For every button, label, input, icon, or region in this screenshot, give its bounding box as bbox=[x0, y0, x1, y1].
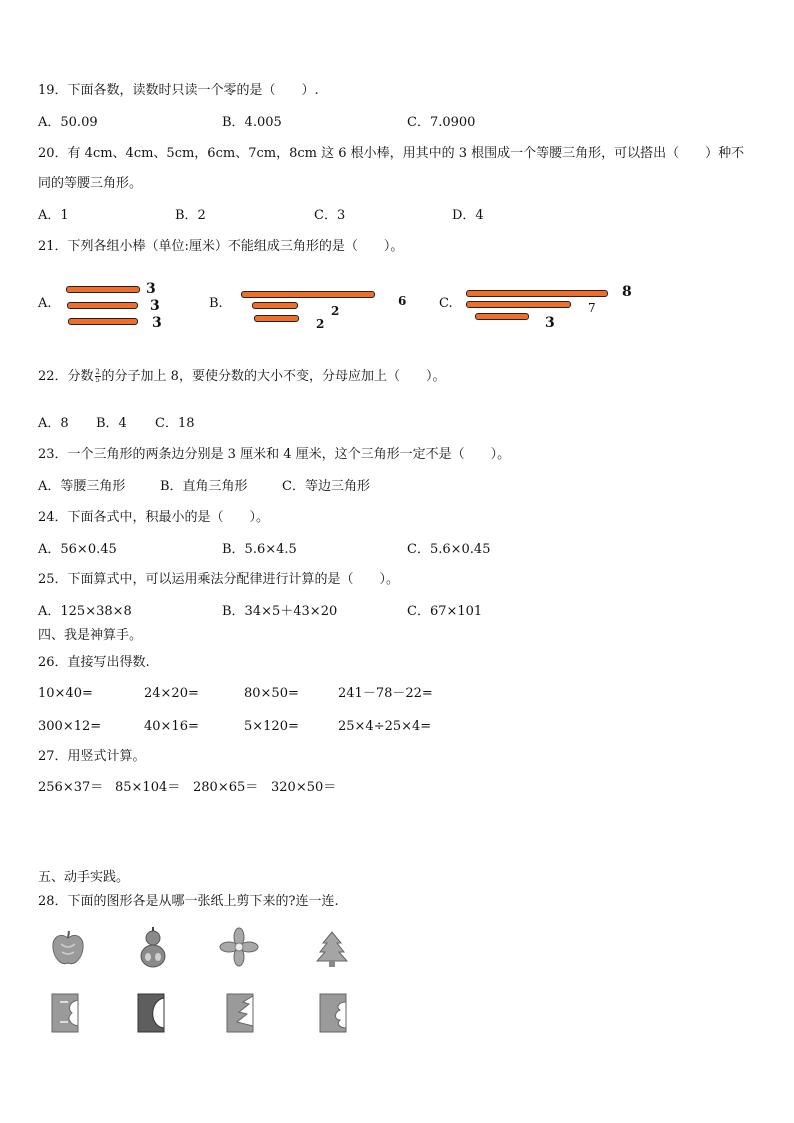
q21-b-label-1: 6 bbox=[398, 294, 407, 308]
q21-a-stick-3 bbox=[68, 318, 138, 325]
q23-option-b[interactable]: B．直角三角形 bbox=[160, 479, 248, 494]
q21-b-stick-1 bbox=[241, 291, 375, 298]
q22-stem-after: 的分子加上 8，要使分数的大小不变，分母应加上（ ）。 bbox=[101, 369, 446, 384]
q22-fraction-numerator: 2 bbox=[95, 368, 100, 376]
q22-fraction bbox=[95, 369, 101, 384]
q21-b-label-2: 2 bbox=[331, 304, 340, 318]
q24-stem: 24．下面各式中，积最小的是（ ）。 bbox=[38, 510, 270, 525]
q21-group-b-letter[interactable]: B. bbox=[209, 296, 223, 311]
q22-option-b[interactable]: B．4 bbox=[96, 416, 127, 431]
q28-stem: 28．下面的图形各是从哪一张纸上剪下来的?连一连. bbox=[38, 894, 339, 909]
q20-stem-line1: 20．有 4cm、4cm、5cm，6cm、7cm，8cm 这 6 根小棒，用其中的 3 根围成一个等腰三角形，可以搭出（ ）种不 bbox=[38, 146, 745, 161]
q20-option-a[interactable]: A．1 bbox=[38, 208, 69, 223]
q27-item-1: 256×37＝ bbox=[38, 780, 104, 795]
q25-option-b[interactable]: B．34×5＋43×20 bbox=[222, 604, 338, 619]
gourd-icon[interactable] bbox=[138, 927, 168, 969]
q21-a-label-1: 3 bbox=[146, 281, 156, 297]
q19-option-c[interactable]: C．7.0900 bbox=[407, 115, 476, 130]
q26-item-8: 25×4÷25×4= bbox=[338, 719, 432, 734]
q26-item-5: 300×12= bbox=[38, 719, 102, 734]
q27-item-3: 280×65＝ bbox=[193, 780, 259, 795]
q22-option-c[interactable]: C．18 bbox=[155, 416, 195, 431]
q23-option-a[interactable]: A．等腰三角形 bbox=[38, 479, 126, 494]
q27-item-4: 320×50＝ bbox=[271, 780, 337, 795]
flower-icon[interactable] bbox=[220, 928, 258, 966]
folded-paper-3[interactable] bbox=[225, 992, 255, 1034]
q19-option-b[interactable]: B．4.005 bbox=[222, 115, 282, 130]
q23-stem: 23．一个三角形的两条边分别是 3 厘米和 4 厘米，这个三角形一定不是（ ）。 bbox=[38, 447, 511, 462]
q22-fraction-denominator: 5 bbox=[95, 376, 100, 384]
q26-item-1: 10×40= bbox=[38, 686, 93, 701]
q21-b-stick-2 bbox=[252, 302, 298, 309]
folded-paper-1[interactable] bbox=[50, 992, 80, 1034]
q21-b-stick-3 bbox=[254, 315, 299, 322]
section-5-heading: 五、动手实践。 bbox=[38, 870, 130, 885]
q21-a-label-3: 3 bbox=[152, 315, 162, 331]
q24-option-a[interactable]: A．56×0.45 bbox=[38, 542, 117, 557]
q21-group-c-letter[interactable]: C. bbox=[439, 296, 453, 311]
folded-paper-4[interactable] bbox=[318, 992, 348, 1034]
q21-group-a-letter[interactable]: A. bbox=[38, 296, 52, 311]
q21-c-stick-3 bbox=[475, 313, 529, 320]
q25-stem: 25．下面算式中，可以运用乘法分配律进行计算的是（ ）。 bbox=[38, 572, 400, 587]
section-4-heading: 四、我是神算手。 bbox=[38, 628, 143, 643]
q20-stem-line2: 同的等腰三角形。 bbox=[38, 176, 143, 191]
q21-stem: 21．下列各组小棒（单位:厘米）不能组成三角形的是（ ）。 bbox=[38, 239, 404, 254]
q26-item-2: 24×20= bbox=[144, 686, 199, 701]
q22-stem-before: 22．分数 bbox=[38, 369, 94, 384]
q19-stem: 19．下面各数，读数时只读一个零的是（ ）. bbox=[38, 83, 319, 98]
q26-item-3: 80×50= bbox=[244, 686, 299, 701]
q20-option-d[interactable]: D．4 bbox=[452, 208, 484, 223]
q21-c-stick-2 bbox=[466, 301, 571, 308]
q21-a-stick-1 bbox=[66, 286, 140, 293]
q26-item-7: 5×120= bbox=[244, 719, 299, 734]
q21-c-label-3: 3 bbox=[545, 315, 555, 331]
q21-a-stick-2 bbox=[67, 302, 138, 309]
q24-option-b[interactable]: B．5.6×4.5 bbox=[222, 542, 297, 557]
q21-c-stick-1 bbox=[466, 290, 608, 297]
q25-option-a[interactable]: A．125×38×8 bbox=[38, 604, 132, 619]
q25-option-c[interactable]: C．67×101 bbox=[407, 604, 483, 619]
q23-option-c[interactable]: C．等边三角形 bbox=[282, 479, 370, 494]
q20-option-b[interactable]: B．2 bbox=[175, 208, 206, 223]
q21-b-label-3: 2 bbox=[316, 317, 325, 331]
q22-stem bbox=[38, 368, 445, 386]
q22-option-a[interactable]: A．8 bbox=[38, 416, 69, 431]
q21-c-label-1: 8 bbox=[622, 284, 632, 300]
q26-stem: 26．直接写出得数. bbox=[38, 655, 150, 670]
q21-c-label-2: 7 bbox=[588, 301, 596, 315]
folded-paper-2[interactable] bbox=[136, 992, 166, 1034]
q24-option-c[interactable]: C．5.6×0.45 bbox=[407, 542, 491, 557]
q20-option-c[interactable]: C．3 bbox=[314, 208, 346, 223]
q19-option-a[interactable]: A．50.09 bbox=[38, 115, 98, 130]
q27-item-2: 85×104＝ bbox=[115, 780, 181, 795]
tree-icon[interactable] bbox=[315, 930, 349, 968]
q26-item-4: 241－78－22= bbox=[338, 686, 433, 701]
apple-icon[interactable] bbox=[50, 928, 86, 968]
q21-a-label-2: 3 bbox=[150, 298, 160, 314]
q27-stem: 27．用竖式计算。 bbox=[38, 749, 146, 764]
q26-item-6: 40×16= bbox=[144, 719, 199, 734]
